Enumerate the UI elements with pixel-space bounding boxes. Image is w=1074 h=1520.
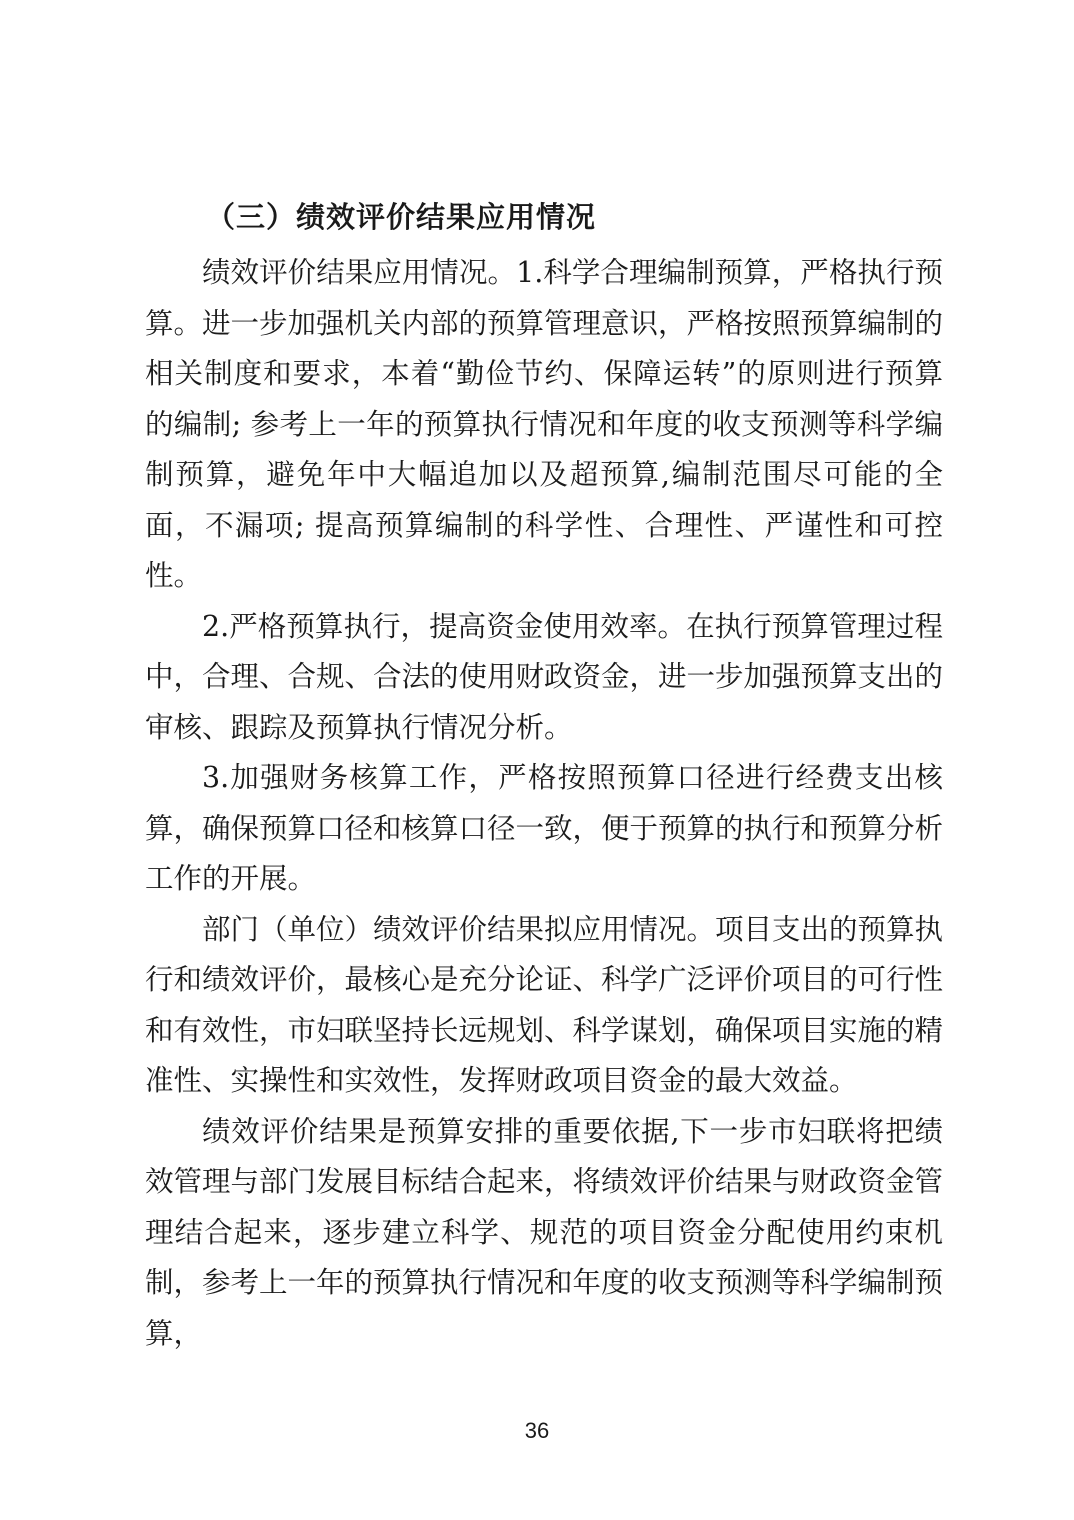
paragraph-3: 3.加强财务核算工作，严格按照预算口径进行经费支出核算，确保预算口径和核算口径一致，便于预算的执行和预算分析工作的开展。 xyxy=(145,761,944,895)
paragraph-5: 绩效评价结果是预算安排的重要依据,下一步市妇联将把绩效管理与部门发展目标结合起来，将绩效评价结果与财政资金管理结合起来，逐步建立科学、规范的项目资金分配使用约束机制，参考上一年的预算执行情况和年度的收支预测等科学编制预算， xyxy=(145,1114,944,1350)
paragraph-1: 绩效评价结果应用情况。1.科学合理编制预算，严格执行预算。进一步加强机关内部的预算管理意识，严格按照预算编制的相关制度和要求，本着“勤俭节约、保障运转”的原则进行预算的编制; 参考上一年的预算执行情况和年度的收支预测等科学编制预算，避免年中大幅追加以及超预算,编制范围尽可能的全面，不漏项; 提高预算编制的科学性、合理性、严谨性和可控性。 xyxy=(145,256,944,592)
paragraph-4: 部门（单位）绩效评价结果拟应用情况。项目支出的预算执行和绩效评价，最核心是充分论证、科学广泛评价项目的可行性和有效性，市妇联坚持长远规划、科学谋划，确保项目实施的精准性、实操性和实效性，发挥财政项目资金的最大效益。 xyxy=(145,912,944,1097)
section-heading: （三）绩效评价结果应用情况 xyxy=(206,200,597,234)
paragraph-2: 2.严格预算执行，提高资金使用效率。在执行预算管理过程中，合理、合规、合法的使用财政资金，进一步加强预算支出的审核、跟踪及预算执行情况分析。 xyxy=(145,609,944,744)
page-number: 36 xyxy=(524,1418,550,1443)
body-text xyxy=(145,248,943,1359)
